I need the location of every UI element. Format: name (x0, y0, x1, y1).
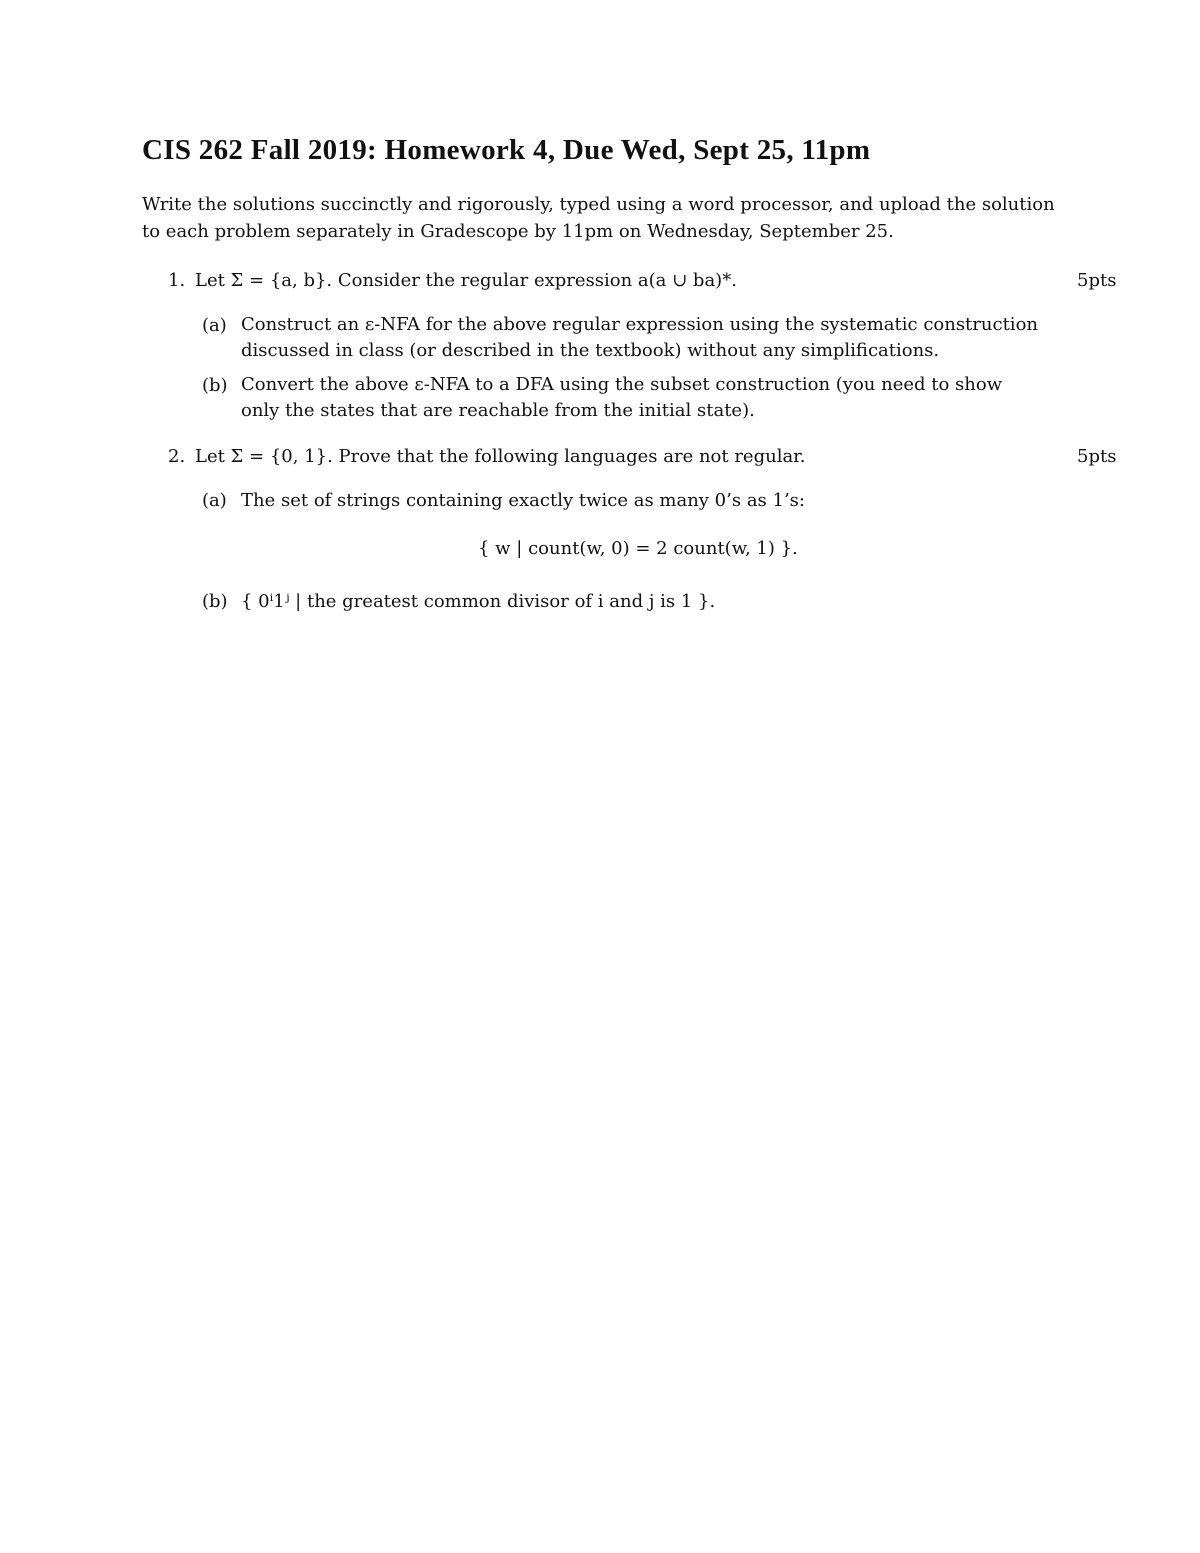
part-text (241, 372, 1063, 424)
part-label: (a) (202, 315, 227, 336)
part-label: (a) (202, 490, 227, 511)
problem-number: 1. (168, 270, 186, 291)
intro-line: Write the solutions succinctly and rigorously, typed using a word processor, and upload the solution (142, 194, 1055, 215)
part-line: only the states that are reachable from the initial state). (241, 400, 755, 421)
page-title: CIS 262 Fall 2019: Homework 4, Due Wed, Sept 25, 11pm (142, 134, 871, 166)
part-text (241, 312, 1063, 364)
part-line: { 0ⁱ1ʲ | the greatest common divisor of i and j is 1 }. (241, 591, 716, 612)
points-label: 5pts (1077, 270, 1117, 291)
part-line: discussed in class (or described in the textbook) without any simplifications. (241, 340, 940, 361)
problem-number: 2. (168, 446, 186, 467)
points-label: 5pts (1077, 446, 1117, 467)
intro-line: to each problem separately in Gradescope by 11pm on Wednesday, September 25. (142, 221, 894, 242)
part-label: (b) (202, 591, 228, 612)
problem-statement: Let Σ = {a, b}. Consider the regular expression a(a ∪ ba)*. (195, 270, 737, 291)
problem-statement: Let Σ = {0, 1}. Prove that the following languages are not regular. (195, 446, 806, 467)
part-line: Convert the above ε-NFA to a DFA using the subset construction (you need to show (241, 374, 1003, 395)
intro-paragraph (142, 191, 1072, 245)
display-equation: { w | count(w, 0) = 2 count(w, 1) }. (478, 538, 798, 559)
part-line: Construct an ε-NFA for the above regular expression using the systematic construction (241, 314, 1038, 335)
part-line: The set of strings containing exactly twice as many 0’s as 1’s: (241, 490, 805, 511)
part-label: (b) (202, 375, 228, 396)
